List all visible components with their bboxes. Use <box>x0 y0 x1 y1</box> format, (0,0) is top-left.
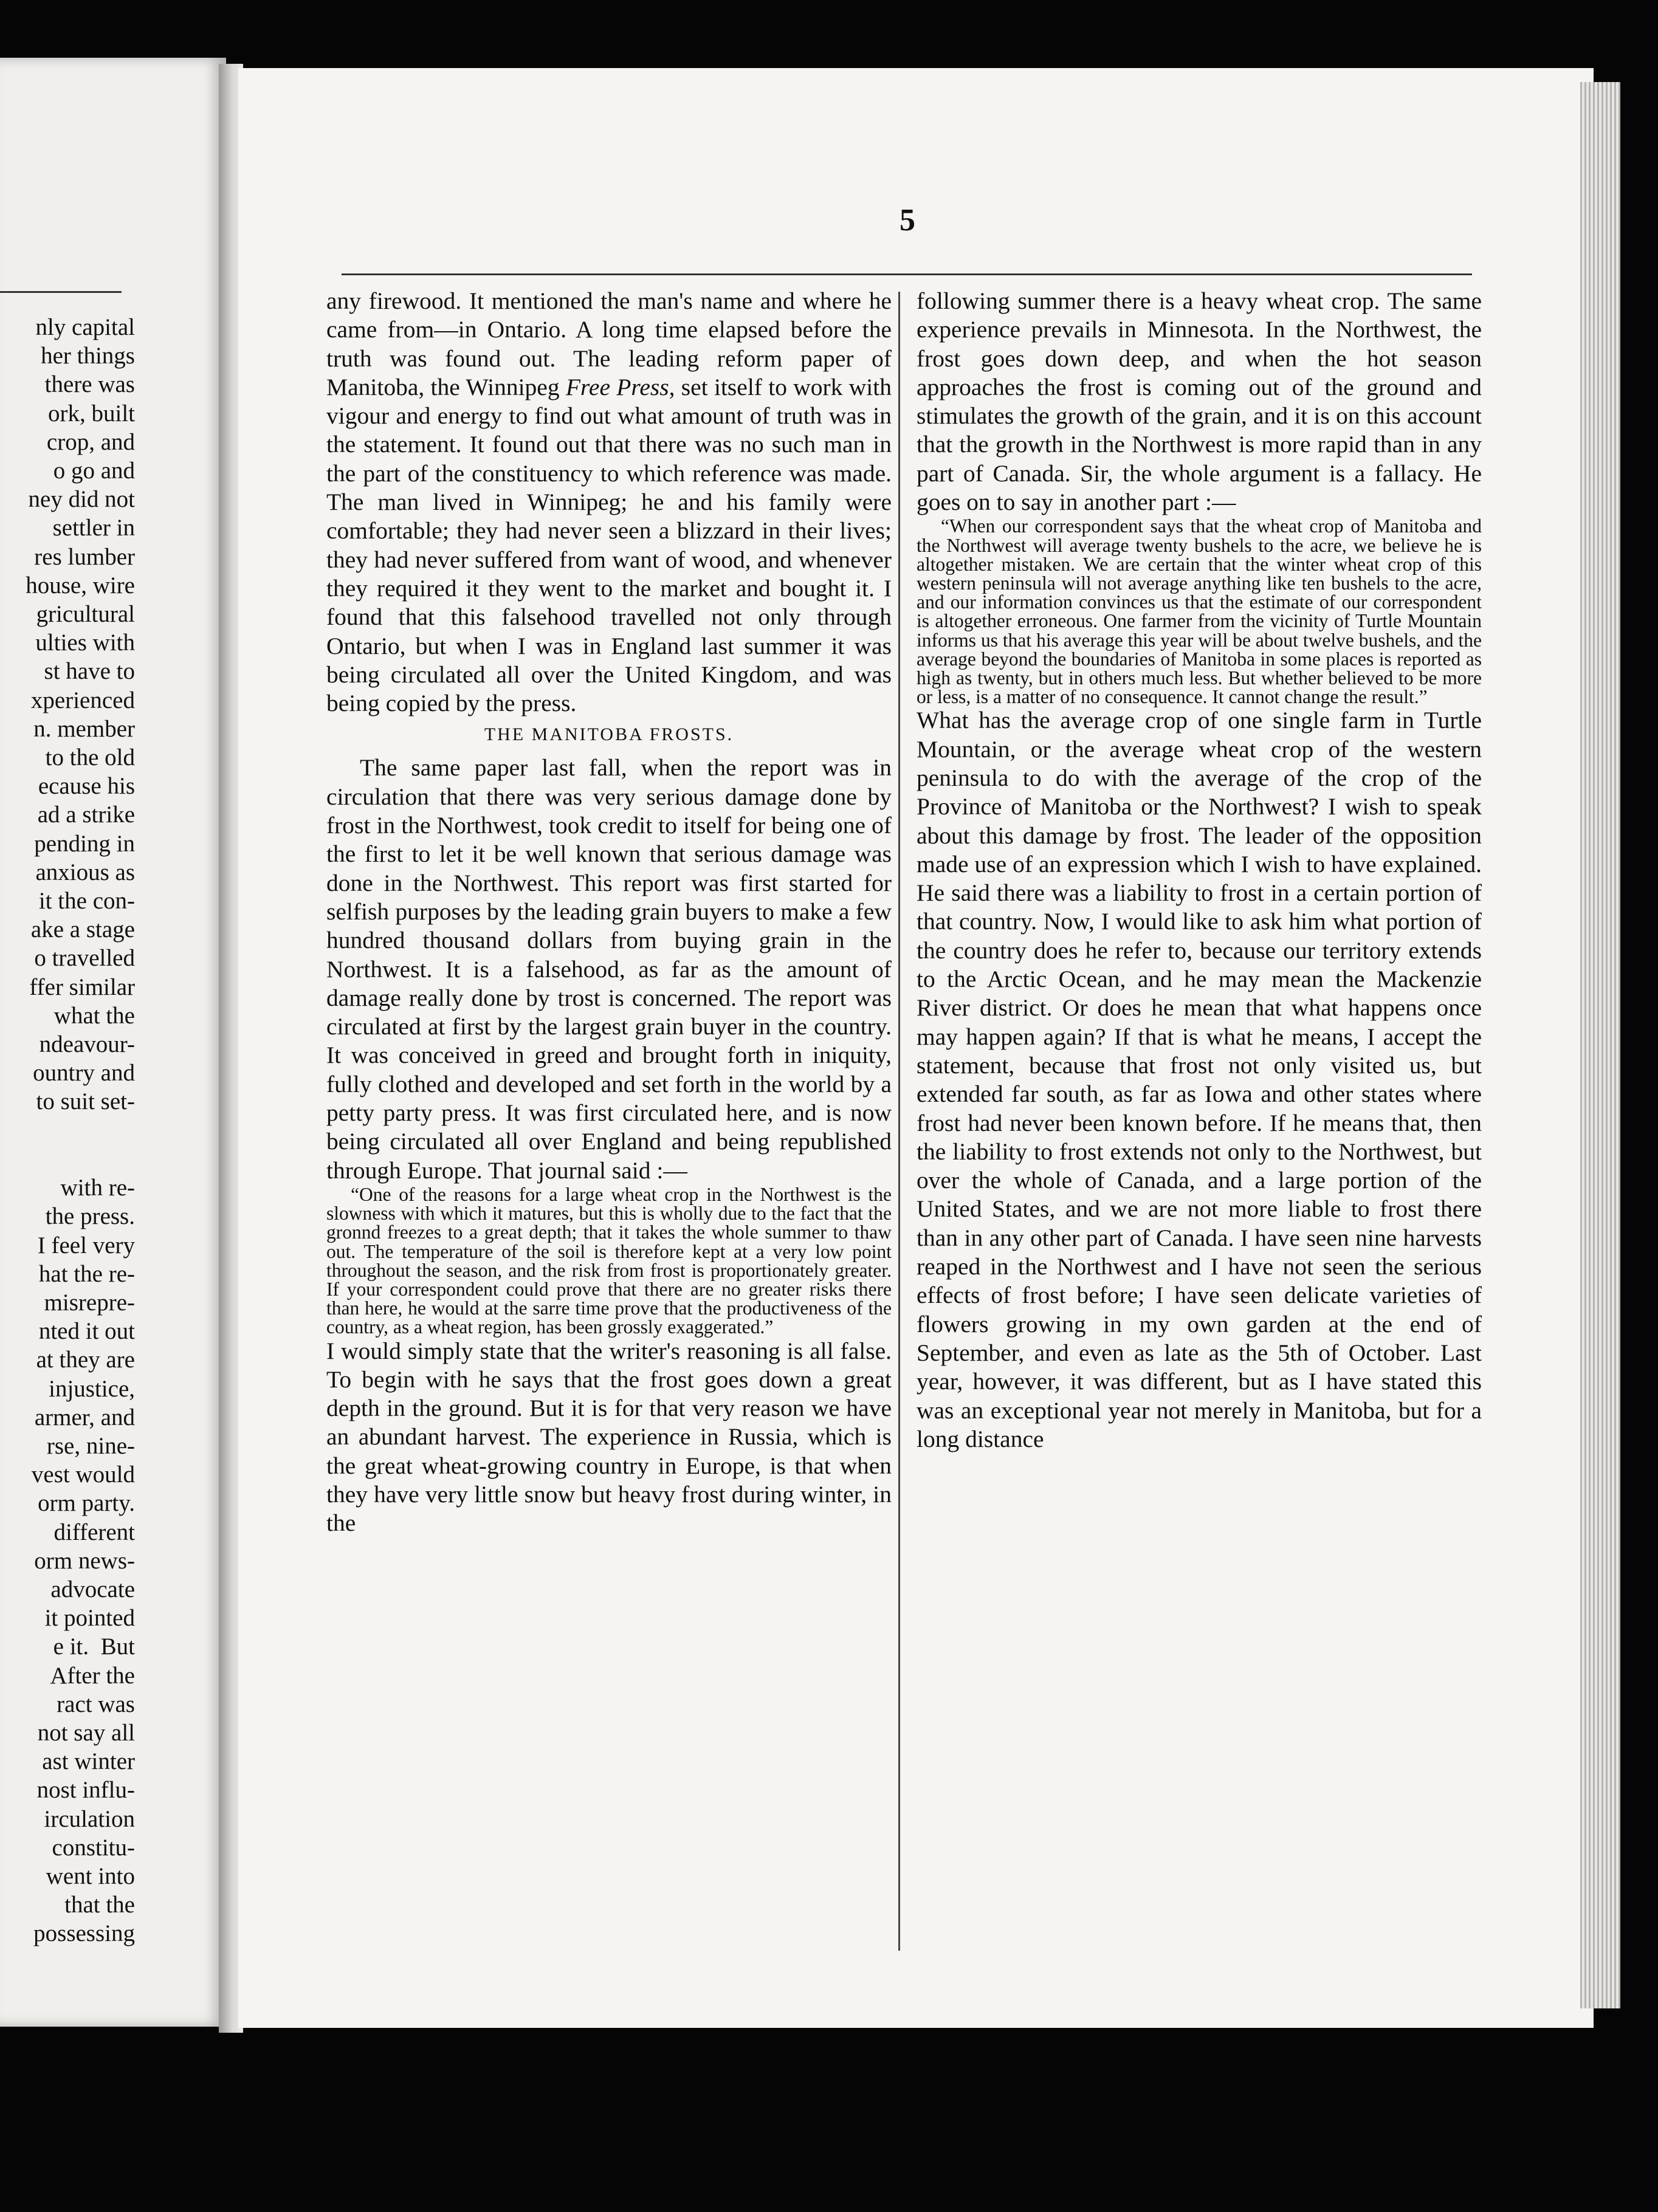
paragraph <box>326 287 892 718</box>
facing-page-line: house, wire <box>26 572 135 599</box>
facing-page-line: st have to <box>44 658 135 685</box>
facing-page-line: at they are <box>36 1347 135 1373</box>
facing-page-line: crop, and <box>46 428 135 455</box>
facing-page-line: hat the re- <box>38 1260 135 1287</box>
facing-page-rule <box>0 291 122 293</box>
paragraph: following summer there is a heavy wheat crop. The same experience prevails in Minnesota. In the Northwest, the frost goes down deep, and when the hot season approaches the frost is coming out of the ground and stimulates the growth of the grain, and it is on this account that the growth in the Northwest is more rapid than in any part of Canada. Sir, the whole argument is a fallacy. He goes on to say in another part :— <box>917 287 1482 516</box>
facing-page-line: it the con- <box>38 888 135 915</box>
paragraph: I would simply state that the writer's reasoning is all false. To begin with he says that the frost goes down a great depth in the ground. But it is for that very reason we have an abundant harvest. The experience in Russia, which is the great wheat-growing country in Europe, is that when they have very little snow but heavy frost during winter, in the <box>326 1337 892 1537</box>
facing-page-line: ad a strike <box>37 802 135 828</box>
paragraph: The same paper last fall, when the report was in circulation that there was very serious damage done by frost in the Northwest, took credit to itself for being one of the first to let it be well known that serious damage was done in the Northwest. This report was first started for selfish purposes by the leading grain buyers to make a few hundred thousand dollars from buying grain in the Northwest. It is a falsehood, as far as the amount of damage really done by trost is concerned. The report was circulated at first by the largest grain buyer in the country. It was conceived in greed and brought forth in iniquity, fully clothed and developed and set forth in the world by a petty party press. It was first circulated here, and is now being circulated all over England and being republished through Europe. That journal said :— <box>326 754 892 1184</box>
facing-page-line: her things <box>41 343 135 369</box>
facing-page-line: o go and <box>53 458 135 484</box>
facing-page-line: o travelled <box>34 945 135 972</box>
page-edge <box>1580 82 1620 2008</box>
facing-page-line: it pointed <box>44 1605 135 1632</box>
facing-page-line: anxious as <box>35 859 135 885</box>
facing-page-line: orm party. <box>38 1490 135 1517</box>
facing-page-line: pending in <box>34 830 135 857</box>
facing-page-line: ake a stage <box>30 916 135 943</box>
facing-page-line: orm news- <box>34 1547 135 1574</box>
facing-page-line: res lumber <box>34 543 135 570</box>
facing-page-line: ork, built <box>48 400 135 427</box>
right-column <box>917 287 1482 1454</box>
facing-page-line: nost influ- <box>36 1777 135 1804</box>
facing-page-line <box>26 1145 135 1173</box>
facing-page-line: advocate <box>50 1576 135 1602</box>
facing-page-line: that the <box>64 1892 135 1918</box>
facing-page-line: ast winter <box>42 1748 135 1775</box>
left-column <box>326 287 892 1538</box>
section-heading: THE MANITOBA FROSTS. <box>484 724 734 745</box>
facing-page-line: to the old <box>45 744 135 771</box>
facing-page-line: ffer similar <box>29 974 135 1000</box>
facing-page-line: injustice, <box>49 1375 135 1402</box>
facing-page-line: misrepre- <box>44 1289 135 1316</box>
facing-page-line: possessing <box>33 1920 135 1947</box>
facing-page-line: xperienced <box>30 687 135 713</box>
facing-page-line: nly capital <box>35 314 135 340</box>
facing-page-line: went into <box>46 1863 135 1889</box>
facing-page <box>0 58 226 2027</box>
facing-page-line: ountry and <box>33 1060 135 1087</box>
facing-page-line: settler in <box>52 515 135 541</box>
facing-page-line: gricultural <box>36 601 135 628</box>
facing-page-line: ndeavour- <box>39 1031 135 1058</box>
facing-page-line <box>26 1116 135 1145</box>
facing-page-line: nted it out <box>38 1318 135 1345</box>
facing-page-line: I feel very <box>37 1232 135 1259</box>
facing-page-line: armer, and <box>34 1404 135 1431</box>
facing-page-line: what the <box>53 1002 135 1029</box>
facing-page-line: ecause his <box>38 773 135 800</box>
header-rule <box>342 273 1472 275</box>
facing-page-line: not say all <box>37 1719 135 1746</box>
text-run: any firewood. It mentioned the man's name and where he came from—in Ontario. A long time elapsed before the truth was found out. The leading reform paper of Manitoba, the Winnipeg <box>326 287 892 400</box>
facing-page-line: vest would <box>31 1461 135 1488</box>
facing-page-line: there was <box>44 371 135 398</box>
facing-page-line: irculation <box>44 1805 135 1832</box>
facing-page-line: ulties with <box>35 630 135 656</box>
facing-page-line: ract was <box>57 1691 135 1717</box>
facing-page-line: to suit set- <box>36 1088 135 1115</box>
facing-page-line: constitu- <box>52 1834 135 1861</box>
paragraph: What has the average crop of one single farm in Turtle Mountain, or the average wheat crop of the western peninsula to do with the average of the crop of the Province of Manitoba or the Northwest? I wish to speak about this damage by frost. The leader of the opposition made use of an expression which I wish to have explained. He said there was a liability to frost in a certain portion of that country. Now, I would like to ask him what portion of the country does he refer to, because our territory extends to the Arctic Ocean, and he may mean the Mackenzie River district. Or does he mean that what happens once may happen again? If that is what he means, I accept the statement, because that frost not only visited us, but extended far south, as far as Iowa and other states where frost had never been known before. If he means that, then the liability to frost extends not only to the Northwest, but over the whole of Canada, and a large portion of the United States, and we are not more liable to frost there than in any other part of Canada. I have seen nine harvests reaped in the Northwest and I have not seen the serious effects of frost before; I have seen delicate varieties of flowers growing in my own garden at the end of September, and even as late as the 5th of October. Last year, however, it was different, but as I have stated this was an exceptional year not merely in Manitoba, but for a long distance <box>917 707 1482 1452</box>
facing-page-line: e it. But <box>53 1633 135 1660</box>
block-quote: “When our correspondent says that the wheat crop of Manitoba and the Northwest will average twenty bushels to the acre, we believe he is altogether mistaken. We are certain that the winter wheat crop of this western peninsula will not average anything like ten bushels to the acre, and our information convinces us that the estimate of our correspondent is altogether erroneous. One farmer from the vicinity of Turtle Mountain informs us that his average this year will be about twelve bushels, and the average beyond the boundaries of Manitoba in some places is reported as high as twenty, but in others much less. But whether believed to be more or less, is a matter of no consequence. It cannot change the result.” <box>917 515 1482 708</box>
column-separator <box>898 292 900 1951</box>
facing-page-line: different <box>53 1519 135 1545</box>
facing-page-line: After the <box>50 1662 135 1689</box>
page-number: 5 <box>900 203 915 238</box>
text-run: , set itself to work with vigour and energy to find out what amount of truth was in the statement. It found out that there was no such man in the part of the constituency to which reference was made. The man lived in Winnipeg; he and his family were comfortable; they had never seen a blizzard in their lives; they had never suffered from want of wood, and whenever they required it they went to the market and bought it. I found that this falsehood travelled not only through Ontario, but when I was in England last summer it was being circulated all over the United Kingdom, and was being copied by the press. <box>326 373 892 717</box>
facing-page-text <box>26 313 135 1948</box>
newspaper-title: Free Press <box>565 373 669 400</box>
block-quote: “One of the reasons for a large wheat crop in the Northwest is the slowness with which it matures, but this is wholly due to the fact that the gronnd freezes to a great depth; that it takes the whole summer to thaw out. The temperature of the soil is therefore kept at a very low point throughout the season, and the risk from frost is proportionately greater. If your correspondent could prove that there are no greater risks there than here, he would at the sarre time prove that the productiveness of the country, as a wheat region, has been grossly exaggerated.” <box>326 1183 892 1338</box>
facing-page-line: n. member <box>33 715 135 742</box>
facing-page-line: rse, nine- <box>46 1432 135 1459</box>
facing-page-line: with re- <box>60 1175 135 1201</box>
facing-page-line: the press. <box>45 1203 135 1230</box>
facing-page-line: ney did not <box>28 486 135 513</box>
